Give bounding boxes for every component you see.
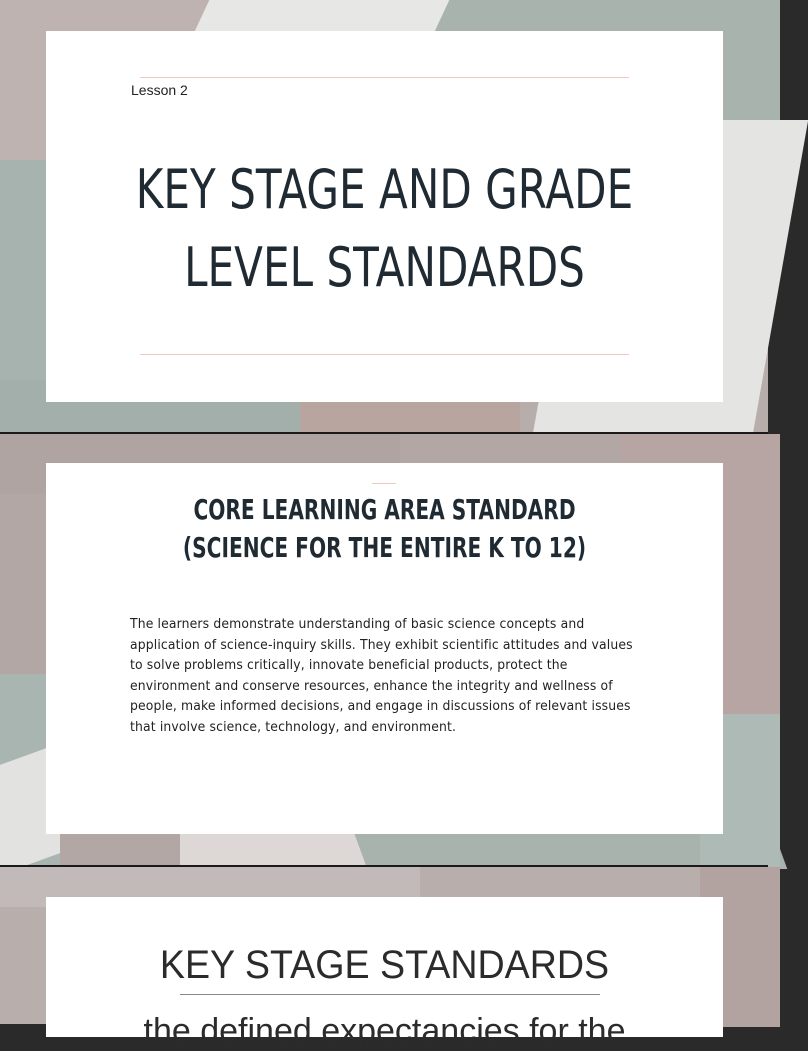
title-card [46,31,723,402]
slide-core-standard [0,434,768,865]
heading-line-2: (SCIENCE FOR THE ENTIRE K TO 12) [182,531,587,564]
bottom-accent-rule [140,354,629,355]
page-title [120,151,648,307]
section-subtitle: the defined expectancies for the [143,1012,626,1050]
slide-title [0,0,768,432]
title-line-1: KEY STAGE AND GRADE [135,158,634,221]
content-card [46,897,723,1050]
standard-description: The learners demonstrate understanding of basic science concepts and application of science-inquiry skills. They exhibit scientific attitudes and values to solve problems critically, innovate beneficial products, protect the environment and conserve resources, enhance the integrity and wellness of people, make informed decisions, and engage in discussions of relevant issues that involve science, technology, and environment. [130,617,633,735]
heading-line-1: CORE LEARNING AREA STANDARD [193,493,576,526]
content-card [46,463,723,834]
slide-key-stage-standards [0,867,768,1050]
lesson-label: Lesson 2 [131,82,188,98]
title-line-2: LEVEL STANDARDS [184,236,585,299]
top-accent-rule [140,77,629,78]
heading-underline [180,994,600,995]
accent-tick [372,483,396,484]
section-heading: KEY STAGE STANDARDS [159,943,610,987]
section-heading [141,491,628,567]
